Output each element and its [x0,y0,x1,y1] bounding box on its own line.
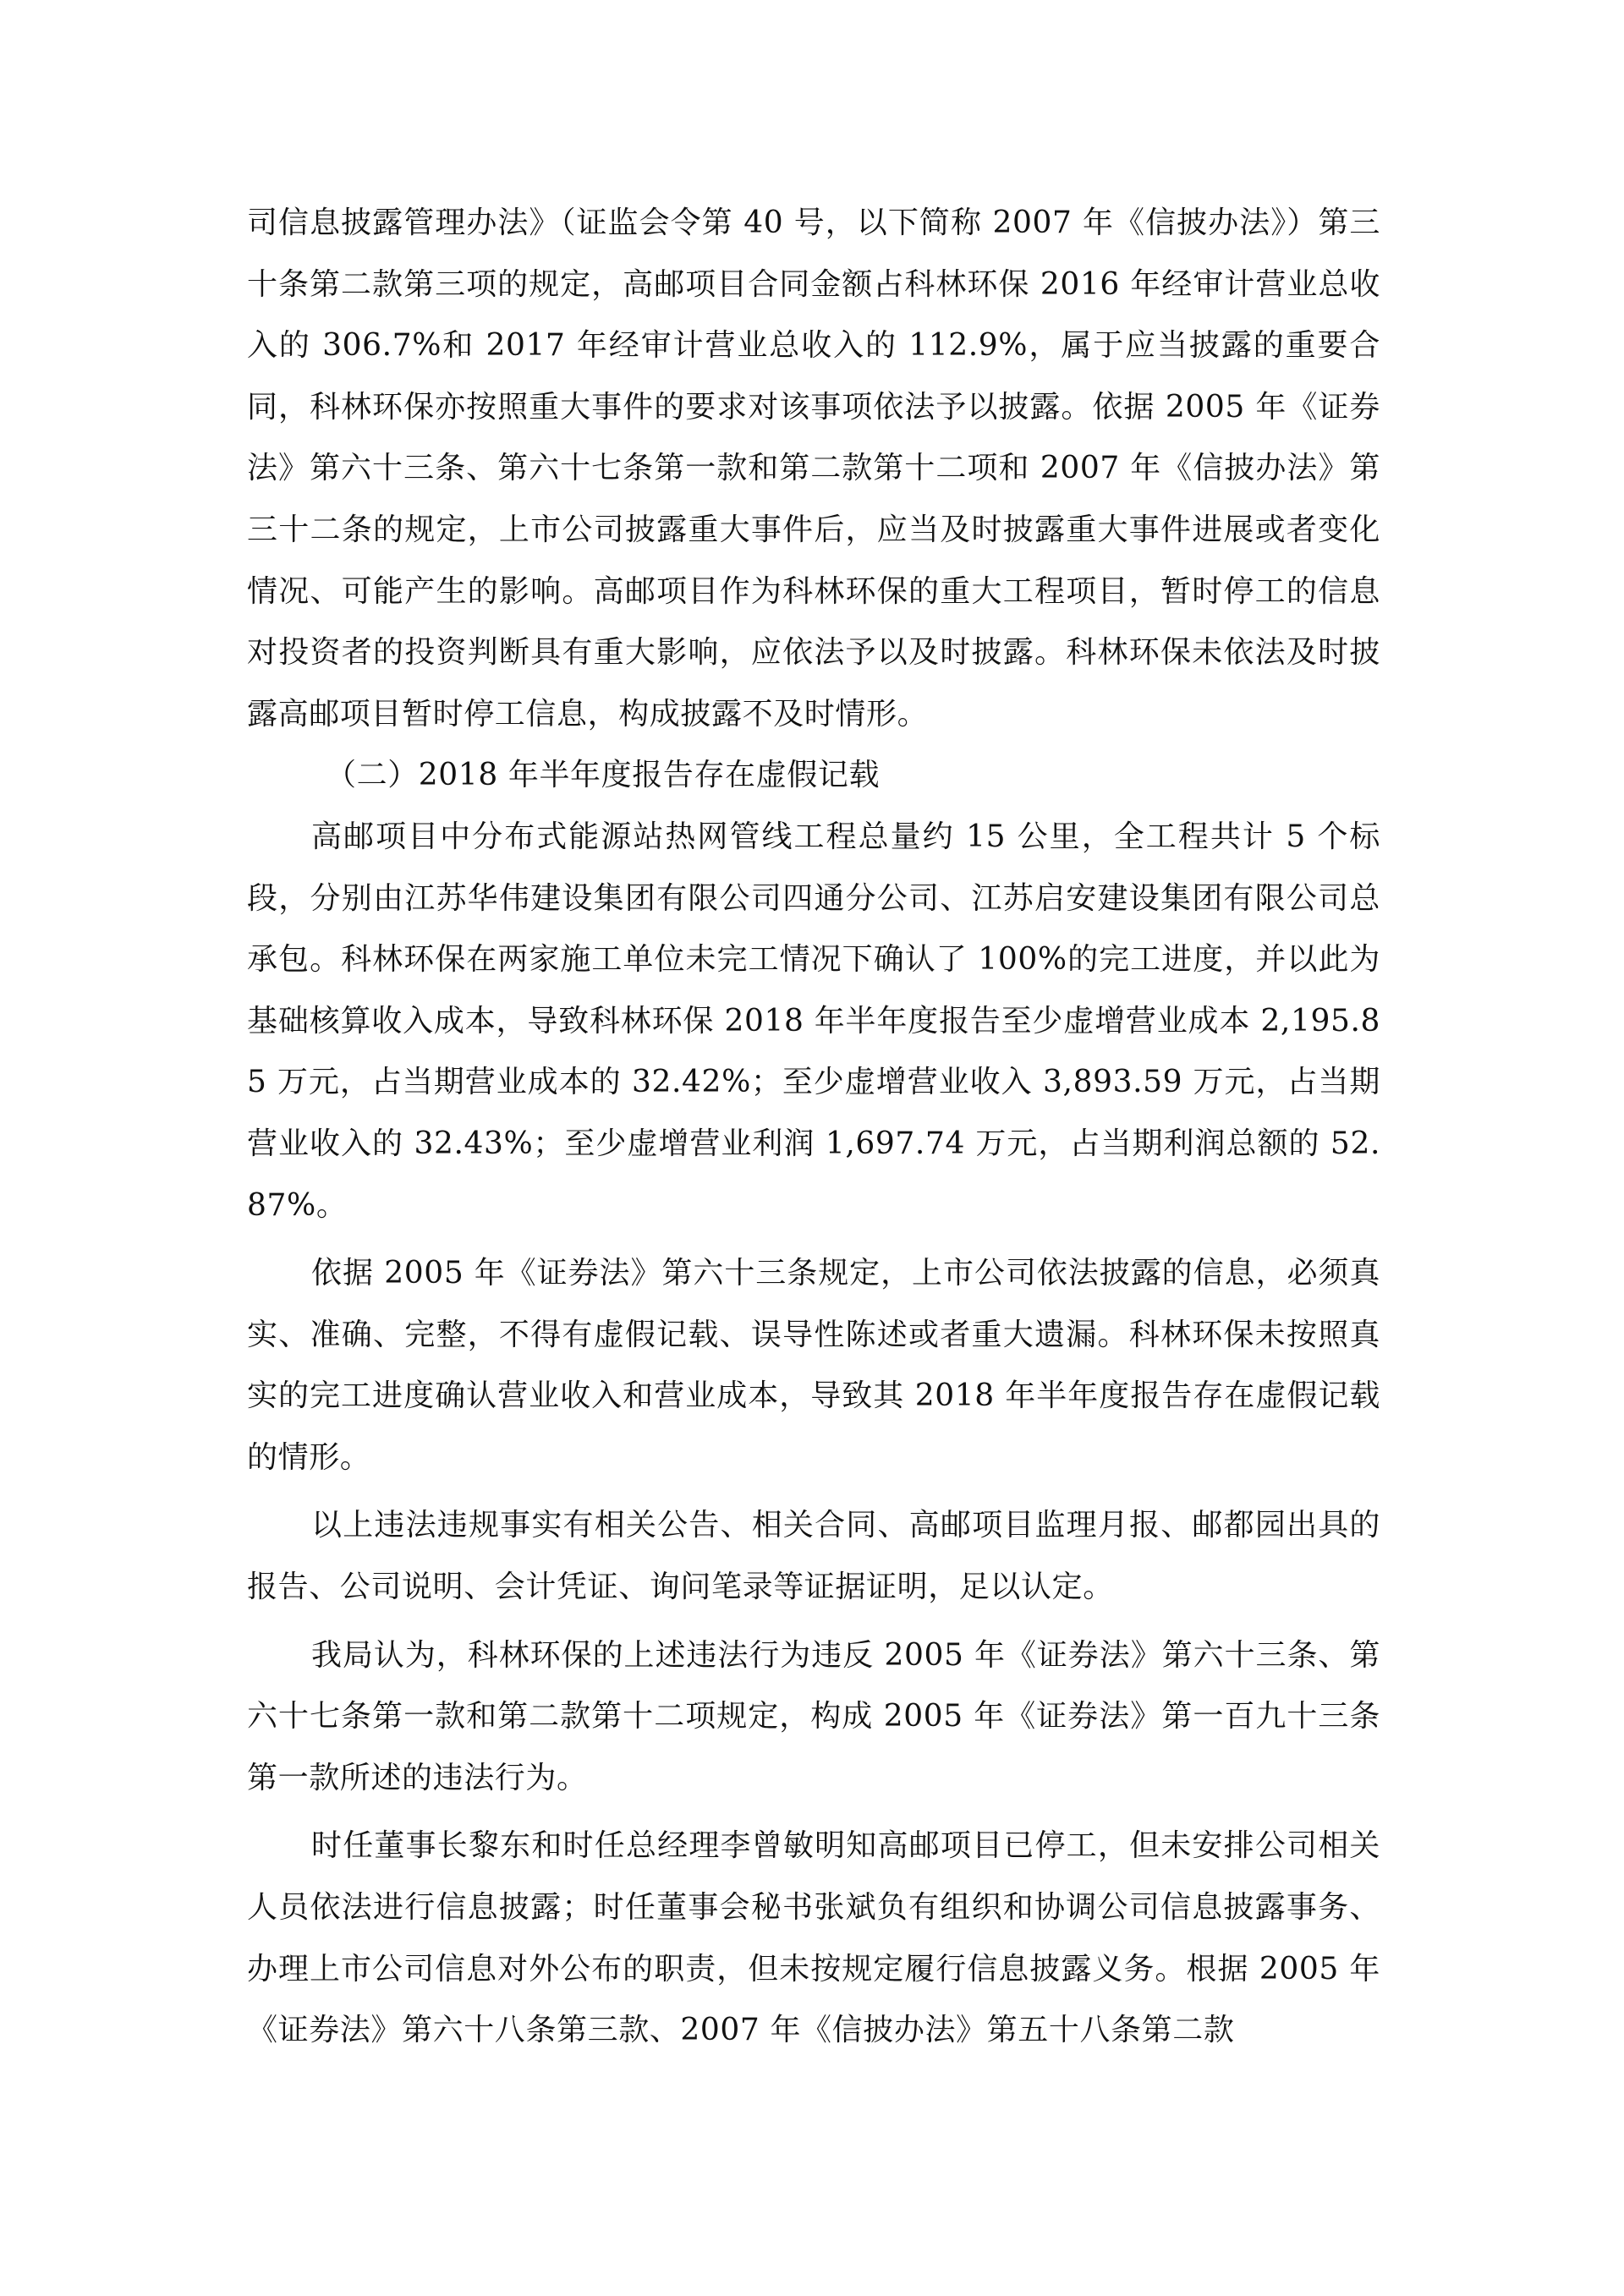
section-heading-false-record: （二）2018 年半年度报告存在虚假记载 [326,758,881,793]
paragraph-disclosure-delay: 司信息披露管理办法》（证监会令第 40 号，以下简称 2007 年《信披办法》）第三十条第二款第三项的规定，高邮项目合同金额占科林环保 2016 年经审计营业总收入的 306.7%和 2017 年经审计营业总收入的 112.9%，属于应当披露的重要合同，科林环保亦按照重大事件的要求对该事项依法予以披露。依据 2005 年《证券法》第六十三条、第六十七条第一款和第二款第十二项和 2007 年《信披办法》第三十二条的规定，上市公司披露重大事件后，应当及时披露重大事件进展或者变化情况、可能产生的影响。高邮项目作为科林环保的重大工程项目，暂时停工的信息对投资者的投资判断具有重大影响，应依法予以及时披露。科林环保未依法及时披露高邮项目暂时停工信息，构成披露不及时情形。 [247,205,1380,732]
paragraph-bureau-finding: 我局认为，科林环保的上述违法行为违反 2005 年《证券法》第六十三条、第六十七条第一款和第二款第十二项规定，构成 2005 年《证券法》第一百九十三条第一款所述的违法行为。 [247,1637,1380,1795]
paragraph-gaoyou-project: 高邮项目中分布式能源站热网管线工程总量约 15 公里，全工程共计 5 个标段，分别由江苏华伟建设集团有限公司四通分公司、江苏启安建设集团有限公司总承包。科林环保在两家施工单位未完工情况下确认了 100%的完工进度，并以此为基础核算收入成本，导致科林环保 2018 年半年度报告至少虚增营业成本 2,195.85 万元，占当期营业成本的 32.42%；至少虚增营业收入 3,893.59 万元，占当期营业收入的 32.43%；至少虚增营业利润 1,697.74 万元，占当期利润总额的 52.87%。 [247,819,1380,1223]
paragraph-responsible-persons: 时任董事长黎东和时任总经理李曾敏明知高邮项目已停工，但未安排公司相关人员依法进行信息披露；时任董事会秘书张斌负有组织和协调公司信息披露事务、办理上市公司信息对外公布的职责，但未按规定履行信息披露义务。根据 2005 年《证券法》第六十八条第三款、2007 年《信披办法》第五十八条第二款 [247,1828,1380,2048]
paragraph-securities-law-63: 依据 2005 年《证券法》第六十三条规定，上市公司依法披露的信息，必须真实、准确、完整，不得有虚假记载、误导性陈述或者重大遗漏。科林环保未按照真实的完工进度确认营业收入和营业成本，导致其 2018 年半年度报告存在虚假记载的情形。 [247,1256,1380,1475]
document-page [247,193,1380,2062]
paragraph-evidence: 以上违法违规事实有相关公告、相关合同、高邮项目监理月报、邮都园出具的报告、公司说明、会计凭证、询问笔录等证据证明，足以认定。 [247,1508,1380,1605]
